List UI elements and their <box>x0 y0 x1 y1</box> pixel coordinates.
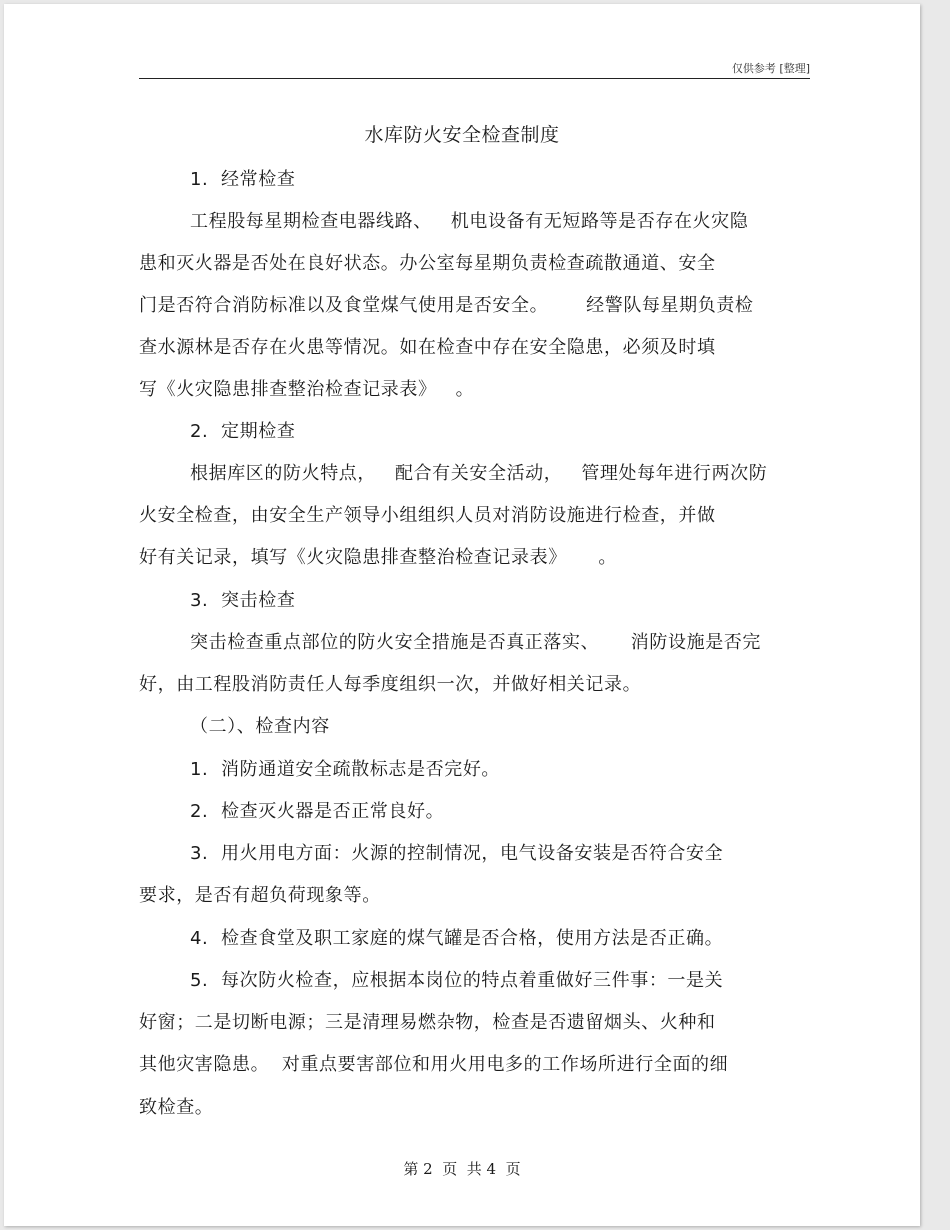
paragraph-line: 好有关记录，填写《火灾隐患排查整治检查记录表》 。 <box>139 547 618 568</box>
paragraph-line: 患和灭火器是否处在良好状态。办公室每星期负责检查疏散通道、安全 <box>139 253 716 274</box>
paragraph-line: 好，由工程股消防责任人每季度组织一次，并做好相关记录。 <box>139 674 642 695</box>
paragraph-line: 门是否符合消防标准以及食堂煤气使用是否安全。 经警队每星期负责检 <box>139 295 754 316</box>
paragraph-line: 工程股每星期检查电器线路、 机电设备有无短路等是否存在火灾隐 <box>190 211 749 232</box>
paragraph-line: 其他灾害隐患。 对重点要害部位和用火用电多的工作场所进行全面的细 <box>139 1054 729 1075</box>
list-item: 2. 检查灭火器是否正常良好。 <box>190 801 445 822</box>
section-heading: 3. 突击检查 <box>190 590 296 611</box>
section-heading: 1. 经常检查 <box>190 169 296 190</box>
paragraph-line: 查水源林是否存在火患等情况。如在检查中存在安全隐患，必须及时填 <box>139 337 716 358</box>
list-item: 4. 检查食堂及职工家庭的煤气罐是否合格，使用方法是否正确。 <box>190 928 724 949</box>
header-divider <box>139 78 810 79</box>
paragraph-line: 致检查。 <box>139 1097 214 1118</box>
paragraph-line: 要求，是否有超负荷现象等。 <box>139 885 381 906</box>
section-heading: 2. 定期检查 <box>190 421 296 442</box>
paragraph-line: 突击检查重点部位的防火安全措施是否真正落实、 消防设施是否完 <box>190 632 762 653</box>
section-heading: （二）、检查内容 <box>190 716 330 737</box>
list-item: 1. 消防通道安全疏散标志是否完好。 <box>190 759 501 780</box>
list-item: 3. 用火用电方面：火源的控制情况，电气设备安装是否符合安全 <box>190 843 724 864</box>
list-item: 5. 每次防火检查，应根据本岗位的特点着重做好三件事：一是关 <box>190 970 724 991</box>
paragraph-line: 写《火灾隐患排查整治检查记录表》 。 <box>139 379 475 400</box>
page-header: 仅供参考 [整理] <box>731 62 810 75</box>
paragraph-line: 好窗；二是切断电源；三是清理易燃杂物，检查是否遗留烟头、火种和 <box>139 1012 716 1033</box>
paragraph-line: 根据库区的防火特点， 配合有关安全活动， 管理处每年进行两次防 <box>190 463 768 484</box>
paragraph-line: 火安全检查，由安全生产领导小组组织人员对消防设施进行检查，并做 <box>139 505 716 526</box>
page-footer: 第 2 页 共 4 页 <box>403 1160 521 1178</box>
document-page <box>4 4 920 1226</box>
document-title: 水库防火安全检查制度 <box>364 124 560 146</box>
